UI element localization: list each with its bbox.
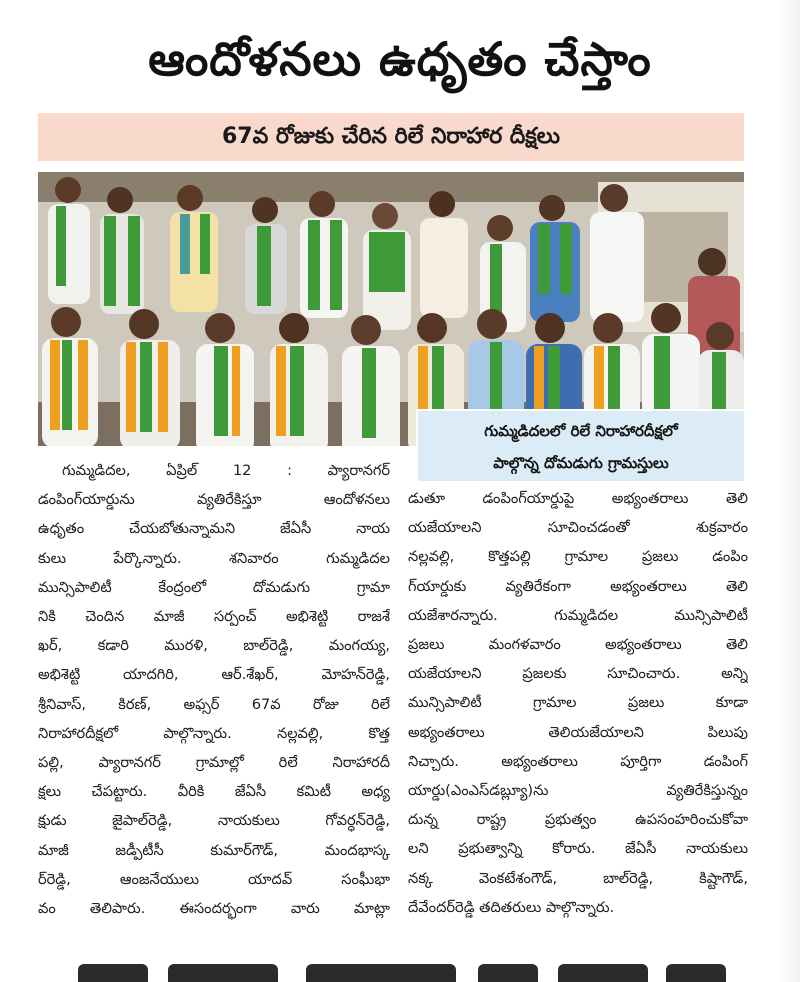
article-line: మున్సిపాలిటీ కేంద్రంలో దోమడుగు గ్రామా bbox=[38, 578, 390, 596]
subheadline: 67వ రోజుకు చేరిన రిలే నిరాహార దీక్షలు bbox=[38, 113, 744, 161]
photo-caption bbox=[416, 409, 744, 481]
article-line: ఉధృతం చేయబోతున్నామని జేఏసీ నాయ bbox=[38, 520, 390, 538]
article-line: నిచ్చారు. అభ్యంతరాలు పూర్తిగా డంపింగ్ bbox=[408, 752, 748, 770]
article-line: యజేయాలని సూచించడంతో శుక్రవారం bbox=[408, 519, 748, 537]
caption-line: పాల్గొన్న దోమడుగు గ్రామస్తులు bbox=[493, 454, 669, 472]
article-line: నిరాహారదీక్షలో పాల్గొన్నారు. నల్లవల్లి, కొత్త bbox=[38, 724, 390, 742]
next-article-cut-off-headline bbox=[38, 958, 744, 982]
article-line: వం తెలిపారు. ఈసందర్భంగా వారు మాట్లా bbox=[38, 900, 390, 918]
article-line: డంపింగ్‌యార్డును వ్యతిరేకిస్తూ ఆందోళనలు bbox=[38, 491, 390, 509]
article-column-right bbox=[408, 484, 748, 922]
article-line: యజేయాలని ప్రజలకు సూచించారు. అన్ని bbox=[408, 665, 748, 683]
article-line: మాజీ జడ్పీటీసీ కుమార్‌గౌడ్, మందభాస్క bbox=[38, 841, 390, 859]
article-line: కులు పేర్కొన్నారు. శనివారం గుమ్మడిదల bbox=[38, 549, 390, 567]
article-line: పల్లి, ప్యారానగర్ గ్రామాల్లో రిలే నిరాహారదీ bbox=[38, 754, 390, 772]
article-line: క్షలు చేపట్టారు. వీరికి జేఏసీ కమిటీ అధ్య bbox=[38, 783, 390, 801]
article-line: గుమ్మడిదల, ఏప్రిల్ 12 : ప్యారానగర్ bbox=[62, 462, 390, 479]
article-line: నల్లవల్లి, కొత్తపల్లి గ్రామాల ప్రజలు డంపిం bbox=[408, 548, 748, 566]
article-line: ఖర్, కడారి మురళి, బాల్‌రెడ్డి, మంగయ్య, bbox=[38, 637, 390, 655]
article-line: ప్రజలు మంగళవారం అభ్యంతరాలు తెలి bbox=[408, 636, 748, 654]
headline: ఆందోళనలు ఉధృతం చేస్తాం bbox=[148, 32, 652, 86]
article-line: మున్సిపాలిటీ గ్రామాల ప్రజలు కూడా bbox=[408, 694, 748, 712]
page-edge bbox=[778, 0, 800, 982]
article-line: అభ్యంతరాలు తెలియజేయాలని పిలుపు bbox=[408, 723, 748, 741]
article-line: గ్‌యార్డుకు వ్యతిరేకంగా అభ్యంతరాలు తెలి bbox=[408, 577, 748, 595]
article-line: నికి చెందిన మాజీ సర్పంచ్ అభిశెట్టి రాజశే bbox=[38, 608, 390, 626]
article-line: అభిశెట్టి యాదగిరి, ఆర్.శేఖర్, మోహన్‌రెడ్డి, bbox=[38, 666, 390, 684]
article-line: దేవేందర్‌రెడ్డి తదితరులు పాల్గొన్నారు. bbox=[408, 898, 615, 916]
news-photo bbox=[38, 172, 744, 446]
article-column-left bbox=[38, 456, 390, 923]
article-line: యజేశారన్నారు. గుమ్మడిదల మున్సిపాలిటీ bbox=[408, 606, 748, 624]
article-line: శ్రీనివాస్, కిరణ్, అఫ్సర్ 67వ రోజు రిలే bbox=[38, 695, 390, 713]
photo-illustration bbox=[38, 172, 744, 446]
article-line: యార్డు(ఎంఎస్‌డబ్ల్యూ)ను వ్యతిరేకిస్తున్నం bbox=[408, 782, 748, 800]
article-line: దున్న రాష్ట్ర ప్రభుత్వం ఉపసంహరించుకోవా bbox=[408, 811, 748, 829]
article-line: ర్‌రెడ్డి, ఆంజనేయులు యాదవ్ సంఘీభా bbox=[38, 870, 390, 888]
caption-line: గుమ్మడిదలలో రిలే నిరాహారదీక్షలో bbox=[484, 422, 678, 440]
article-line: లని ప్రభుత్వాన్ని కోరారు. జేఏసీ నాయకులు bbox=[408, 840, 748, 858]
article-line: క్షుడు జైపాల్‌రెడ్డి, నాయకులు గోవర్ధన్‌రెడ్డి, bbox=[38, 812, 390, 830]
article-line: నక్క వెంకటేశంగౌడ్, బాల్‌రెడ్డి, కిష్టాగౌడ్, bbox=[408, 869, 748, 887]
article-line: డుతూ డంపింగ్‌యార్డుపై అభ్యంతరాలు తెలి bbox=[408, 490, 748, 507]
